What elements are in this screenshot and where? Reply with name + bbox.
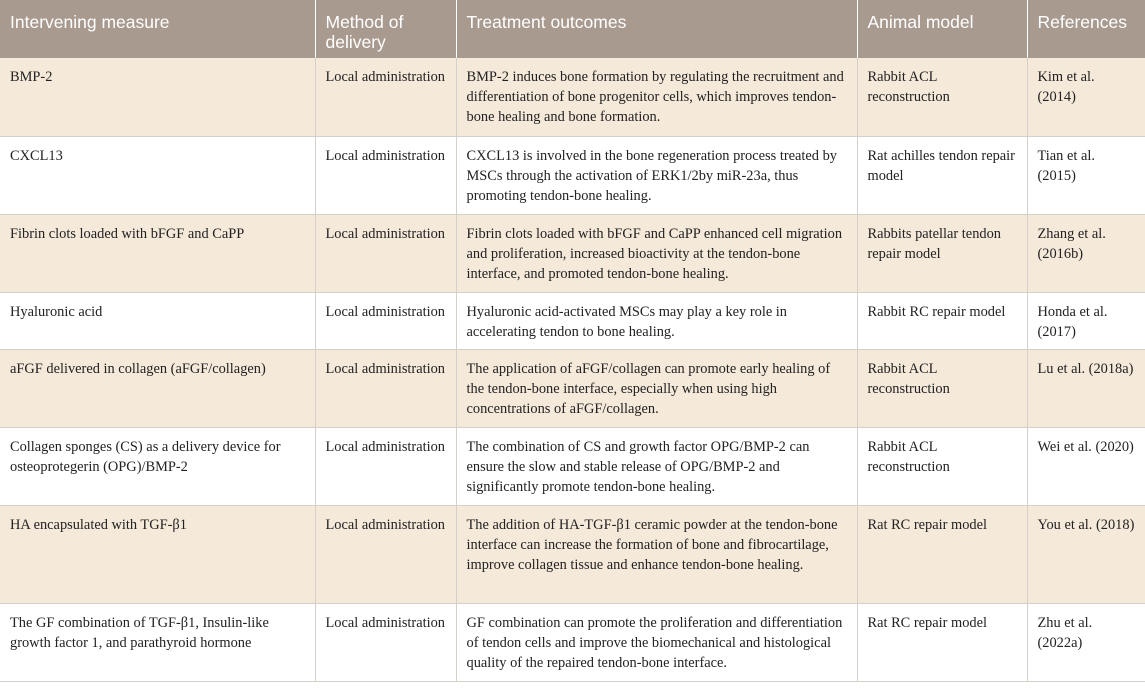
cell-treatment-outcomes: The addition of HA-TGF-β1 ceramic powder at the tendon-bone interface can increase the formation of bone and fibrocartilage, improve collagen tissue and enhance tendon-bone healing. [456,505,857,603]
cell-animal-model: Rat achilles tendon repair model [857,136,1027,214]
cell-intervening-measure: Hyaluronic acid [0,292,315,349]
cell-animal-model: Rat RC repair model [857,505,1027,603]
cell-treatment-outcomes: GF combination can promote the proliferation and differentiation of tendon cells and improve the biomechanical and histological quality of the repaired tendon-bone interface. [456,603,857,681]
table-row [0,136,1145,214]
header-references: References [1027,0,1145,58]
cell-intervening-measure: Collagen sponges (CS) as a delivery device for osteoprotegerin (OPG)/BMP-2 [0,427,315,505]
header-treatment-outcomes: Treatment outcomes [456,0,857,58]
cell-intervening-measure: aFGF delivered in collagen (aFGF/collagen) [0,349,315,427]
cell-method-of-delivery: Local administration [315,58,456,136]
cell-animal-model: Rabbit ACL reconstruction [857,349,1027,427]
cell-treatment-outcomes: Hyaluronic acid-activated MSCs may play a key role in accelerating tendon to bone healing. [456,292,857,349]
cell-intervening-measure: HA encapsulated with TGF-β1 [0,505,315,603]
table-row [0,427,1145,505]
table-row [0,505,1145,603]
table-row [0,58,1145,136]
cell-method-of-delivery: Local administration [315,505,456,603]
cell-reference: Zhang et al. (2016b) [1027,214,1145,292]
cell-animal-model: Rabbit ACL reconstruction [857,58,1027,136]
cell-reference: Honda et al. (2017) [1027,292,1145,349]
header-row [0,0,1145,58]
cell-reference: Lu et al. (2018a) [1027,349,1145,427]
cell-treatment-outcomes: BMP-2 induces bone formation by regulating the recruitment and differentiation of bone progenitor cells, which improves tendon-bone healing and bone formation. [456,58,857,136]
cell-method-of-delivery: Local administration [315,136,456,214]
cell-intervening-measure: The GF combination of TGF-β1, Insulin-like growth factor 1, and parathyroid hormone [0,603,315,681]
header-method-of-delivery: Method of delivery [315,0,456,58]
cell-animal-model: Rat RC repair model [857,603,1027,681]
table-row [0,603,1145,681]
cell-intervening-measure: BMP-2 [0,58,315,136]
cell-treatment-outcomes: Fibrin clots loaded with bFGF and CaPP enhanced cell migration and proliferation, increased bioactivity at the tendon-bone interface, and promoted tendon-bone healing. [456,214,857,292]
table-row [0,349,1145,427]
cell-reference: Zhu et al. (2022a) [1027,603,1145,681]
cell-reference: Tian et al. (2015) [1027,136,1145,214]
cell-method-of-delivery: Local administration [315,349,456,427]
cell-reference: You et al. (2018) [1027,505,1145,603]
cell-treatment-outcomes: The application of aFGF/collagen can promote early healing of the tendon-bone interface, especially when using high concentrations of aFGF/collagen. [456,349,857,427]
table-header [0,0,1145,58]
header-animal-model: Animal model [857,0,1027,58]
table-row [0,292,1145,349]
header-intervening-measure: Intervening measure [0,0,315,58]
cell-intervening-measure: Fibrin clots loaded with bFGF and CaPP [0,214,315,292]
table-body [0,58,1145,681]
cell-method-of-delivery: Local administration [315,214,456,292]
cell-treatment-outcomes: The combination of CS and growth factor OPG/BMP-2 can ensure the slow and stable release of OPG/BMP-2 and significantly promote tendon-bone healing. [456,427,857,505]
cell-animal-model: Rabbit RC repair model [857,292,1027,349]
cell-method-of-delivery: Local administration [315,427,456,505]
cell-intervening-measure: CXCL13 [0,136,315,214]
cell-treatment-outcomes: CXCL13 is involved in the bone regeneration process treated by MSCs through the activation of ERK1/2by miR-23a, thus promoting tendon-bone healing. [456,136,857,214]
cell-reference: Wei et al. (2020) [1027,427,1145,505]
cell-method-of-delivery: Local administration [315,292,456,349]
cell-animal-model: Rabbits patellar tendon repair model [857,214,1027,292]
cell-reference: Kim et al. (2014) [1027,58,1145,136]
cell-method-of-delivery: Local administration [315,603,456,681]
table-row [0,214,1145,292]
cell-animal-model: Rabbit ACL reconstruction [857,427,1027,505]
